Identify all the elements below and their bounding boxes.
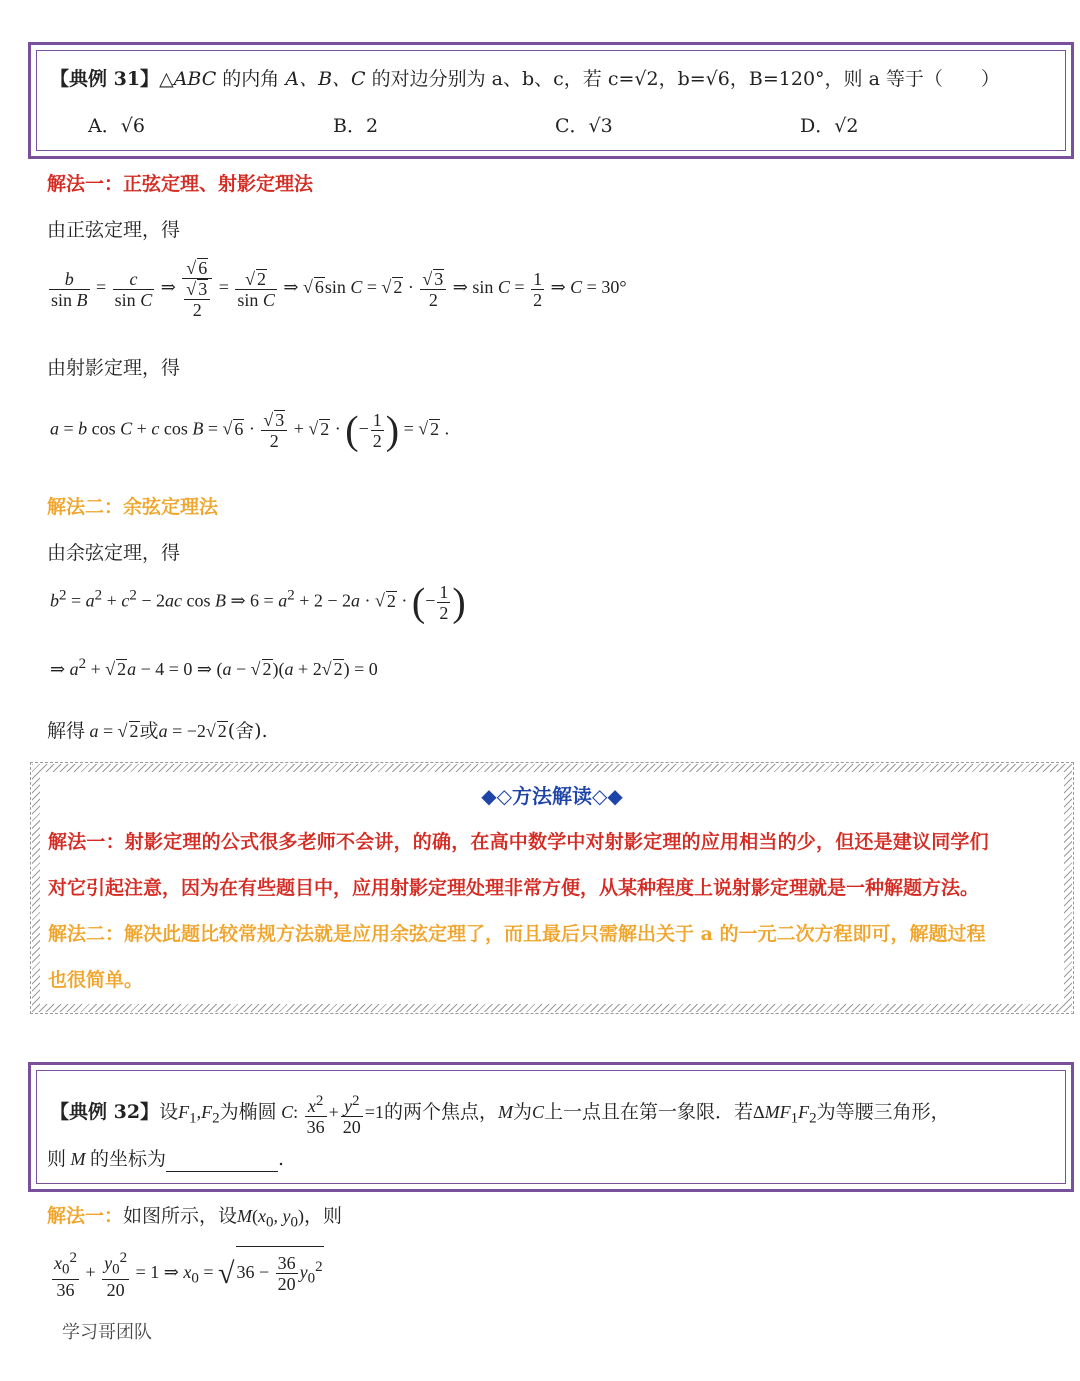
sine-law-equation: $\frac{b}{\text{sin B}}$ = $\frac{c}{\text{sin C}}$ ⇒ $\frac{√ 6}{\frac{√ 3}{2}}$ = $\frac{√ 2}{\text{sin C}}$ ⇒ √ 6sin C = √ 2 · $\frac{√ 3}{2}$ ⇒ sin C = $\frac{1}{2}$ ⇒ C = 30° xyxy=(51,258,627,320)
example-32-stem: 【典例 32】设$F_1,F_2$为椭圆 C: $\frac{x^2}{36}$ + $\frac{y^2}{20}$ =1的两个焦点，M为C上一点且在第一象限．若$\Delta MF_1F_2$为等腰三角形， xyxy=(50,1093,950,1137)
solution-32-heading: 解法一： xyxy=(47,1205,124,1227)
solution-1-line1: 由正弦定理，得 xyxy=(47,219,181,241)
interp-solution-1-line1: 解法一：射影定理的公式很多老师不会讲，的确，在高中数学中对射影定理的应用相当的少，但还是建议同学们 xyxy=(48,831,989,853)
example-31-box xyxy=(28,42,1074,159)
example-32-line2: 则 M 的坐标为 . xyxy=(47,1148,285,1170)
interp-solution-2-line1: 解法二：解决此题比较常规方法就是应用余弦定理了，而且最后只需解出关于 a 的一元二次方程即可，解题过程 xyxy=(48,923,986,945)
method-interpretation-title: ◆◇方法解读◇◆ xyxy=(481,784,623,808)
cosine-law-equation: $b^2 = a^2 + c^2 - 2ac$ cos B ⇒ $6 = a^2 + 2 - 2a$ · √ 2 · (− $\frac{1}{2}$ ) xyxy=(50,579,466,625)
option-c: C．√3 xyxy=(555,115,613,137)
interp-solution-2-line2: 也很简单。 xyxy=(48,969,144,991)
hatch-bottom xyxy=(32,1004,1072,1012)
solution-2-heading: 解法二：余弦定理法 xyxy=(47,496,219,518)
option-d: D．√2 xyxy=(800,115,859,137)
hatch-top xyxy=(32,764,1072,772)
solution-2-line1: 由余弦定理，得 xyxy=(47,542,181,564)
solution-1-line2: 由射影定理，得 xyxy=(47,357,181,379)
example-31-stem: 【典例 31】△ABC 的内角 A、B、C 的对边分别为 a、b、c，若 c=√2，b=√6，B=120°，则 a 等于（ ） xyxy=(50,68,1000,90)
ellipse-equation: $\frac{x_0^2}{36}$ + $\frac{y_0^2}{20}$ = 1 ⇒ $x_0$ = √ 36 − $\frac{36}{20}$ $y_0^2$ xyxy=(50,1246,324,1300)
solution-32-line1: 解法一：如图所示，设$M(x_0$, $y_0$)，则 xyxy=(47,1205,343,1231)
quadratic-equation: ⇒ $a^2$ + √ 2a − 4 = 0 ⇒ (a − √ 2)(a + 2√ 2) = 0 xyxy=(50,656,378,679)
option-a: A．√6 xyxy=(88,115,145,137)
example-32-tag: 【典例 32】 xyxy=(50,1101,160,1124)
interp-solution-1-line2: 对它引起注意，因为在有些题目中，应用射影定理处理非常方便，从某种程度上说射影定理就是一种解题方法。 xyxy=(48,877,980,899)
option-b: B．2 xyxy=(333,115,379,137)
solution-1-heading: 解法一：正弦定理、射影定理法 xyxy=(47,173,314,195)
solution-2-result: 解得 a = √ 2或a = −2√ 2(舍). xyxy=(47,720,268,742)
footer-watermark: 学习哥团队 xyxy=(62,1322,152,1343)
projection-equation: a = b cos C + c cos B = √ 6 · $\frac{√ 3}{2}$ + √ 2 · (− $\frac{1}{2}$ ) = √ 2 . xyxy=(50,407,450,453)
answer-blank xyxy=(166,1153,278,1172)
example-31-tag: 【典例 31】 xyxy=(50,68,160,90)
